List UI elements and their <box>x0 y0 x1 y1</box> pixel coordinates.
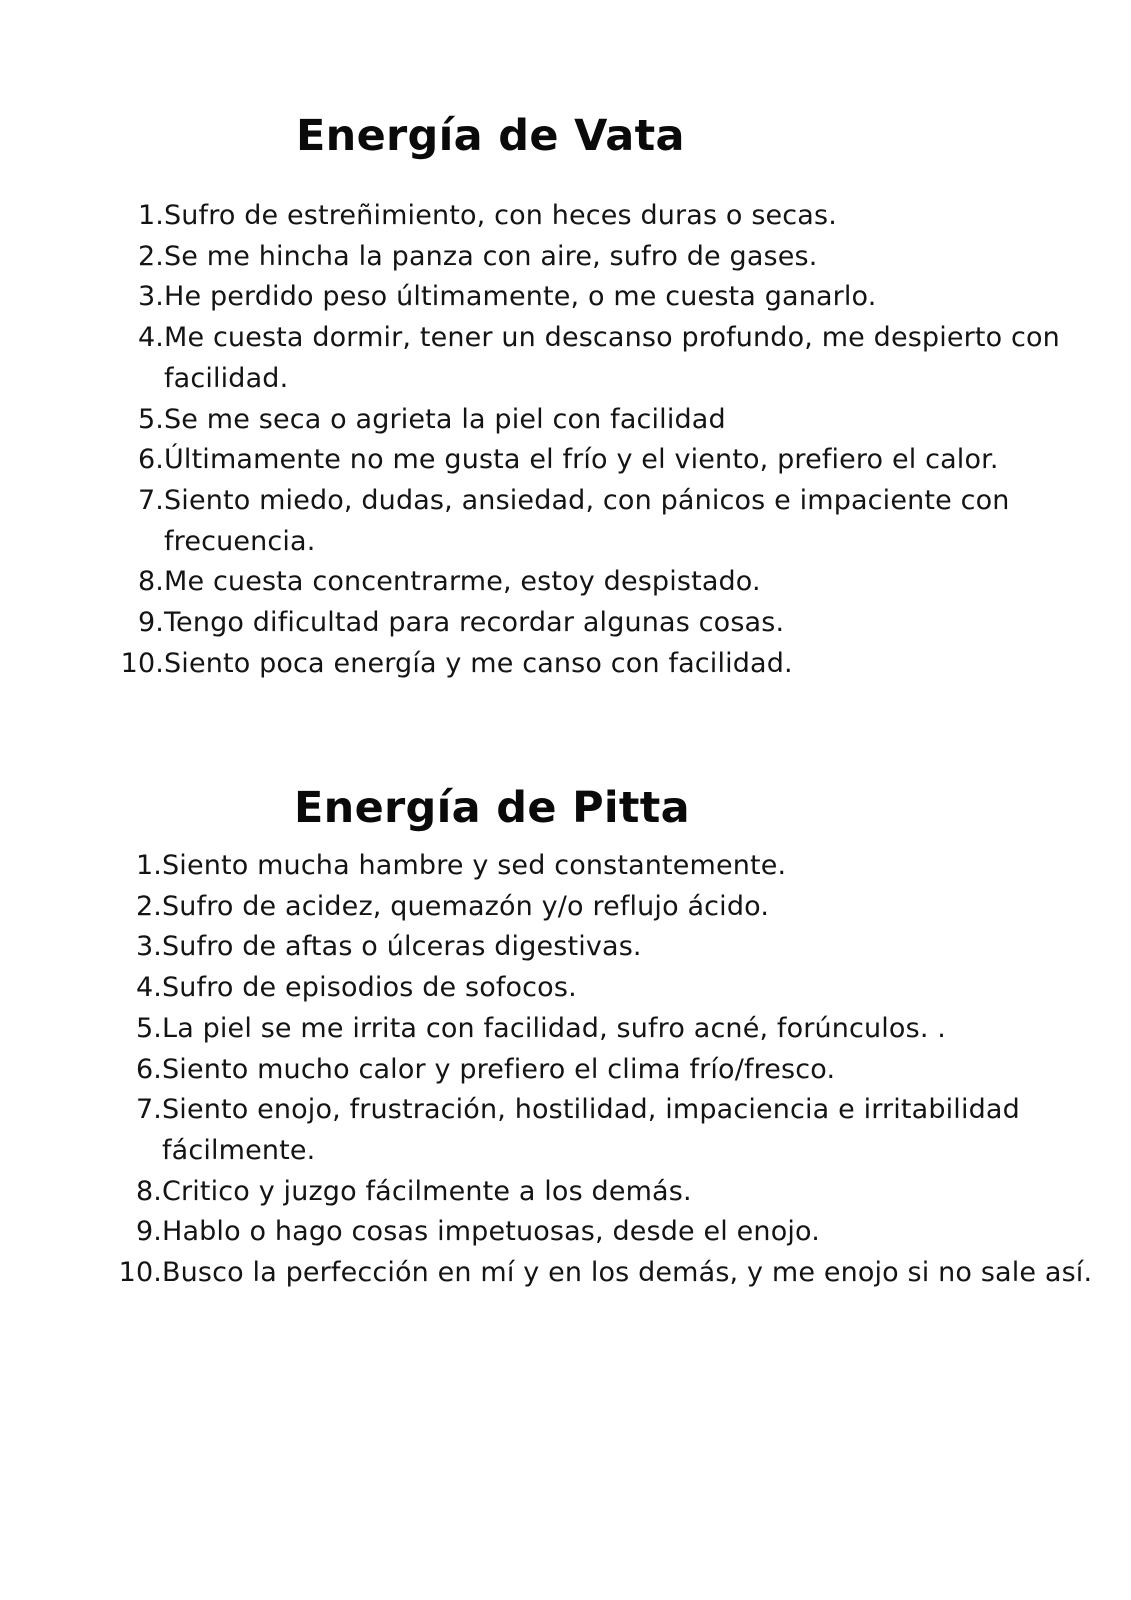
list-item <box>0 1253 1131 1294</box>
item-text: Sufro de estreñimiento, con heces duras o secas. <box>164 200 837 231</box>
item-text: Se me hincha la panza con aire, sufro de gases. <box>164 240 818 272</box>
item-number: 8. <box>135 1175 162 1207</box>
list-item <box>0 1212 1131 1253</box>
item-number: 1. <box>135 850 162 881</box>
item-number: 1. <box>137 200 164 231</box>
item-text: Siento poca energía y me canso con facilidad. <box>164 647 793 679</box>
list-item <box>0 846 1131 887</box>
item-number: 10. <box>120 647 164 679</box>
item-text: Sufro de acidez, quemazón y/o reflujo ácido. <box>162 890 770 922</box>
item-number: 2. <box>135 890 162 922</box>
list-item <box>0 927 1131 968</box>
list-item <box>0 400 1131 441</box>
item-number: 4. <box>137 322 164 354</box>
list-item <box>0 481 1131 562</box>
item-number: 9. <box>135 1216 162 1248</box>
list-item <box>0 887 1131 928</box>
list-item <box>0 1050 1131 1091</box>
item-number: 3. <box>137 281 164 313</box>
item-text: Hablo o hago cosas impetuosas, desde el enojo. <box>162 1216 820 1248</box>
list-item <box>0 237 1131 278</box>
list-item <box>0 968 1131 1009</box>
item-text: Sufro de aftas o úlceras digestivas. <box>162 931 642 963</box>
item-number: 9. <box>137 607 164 639</box>
list-item <box>0 318 1131 399</box>
item-text: Siento mucha hambre y sed constantemente. <box>162 850 787 881</box>
item-text: Me cuesta dormir, tener un descanso profundo, me despierto con facilidad. <box>164 322 1060 394</box>
item-number: 10. <box>118 1257 162 1289</box>
item-text: Siento enojo, frustración, hostilidad, impaciencia e irritabilidad fácilmente. <box>162 1094 1020 1166</box>
list-item <box>0 1009 1131 1050</box>
item-text: Sufro de episodios de sofocos. <box>162 972 577 1004</box>
item-number: 8. <box>137 566 164 598</box>
pitta-list <box>0 846 1131 1294</box>
item-text: Me cuesta concentrarme, estoy despistado. <box>164 566 761 598</box>
item-text: Se me seca o agrieta la piel con facilidad <box>164 403 726 435</box>
pitta-title: Energía de Pitta <box>294 783 690 833</box>
pitta-section <box>0 778 1131 1294</box>
list-item <box>0 440 1131 481</box>
item-number: 5. <box>135 1012 162 1044</box>
item-text: He perdido peso últimamente, o me cuesta ganarlo. <box>164 281 877 313</box>
vata-section <box>0 106 1131 684</box>
vata-title: Energía de Vata <box>296 111 685 161</box>
item-number: 6. <box>135 1053 162 1085</box>
list-item <box>0 277 1131 318</box>
item-text: Tengo dificultad para recordar algunas cosas. <box>164 607 785 639</box>
item-number: 5. <box>137 403 164 435</box>
item-number: 7. <box>135 1094 162 1126</box>
item-number: 3. <box>135 931 162 963</box>
item-text: Busco la perfección en mí y en los demás, y me enojo si no sale así. <box>162 1257 1093 1289</box>
list-item <box>0 1090 1131 1171</box>
item-text: Últimamente no me gusta el frío y el viento, prefiero el calor. <box>164 444 999 476</box>
vata-list <box>0 196 1131 684</box>
list-item <box>0 562 1131 603</box>
list-item <box>0 644 1131 685</box>
item-text: La piel se me irrita con facilidad, sufro acné, forúnculos. . <box>162 1012 947 1044</box>
item-number: 7. <box>137 484 164 516</box>
item-number: 4. <box>135 972 162 1004</box>
item-number: 2. <box>137 240 164 272</box>
list-item <box>0 603 1131 644</box>
list-item <box>0 1172 1131 1213</box>
item-number: 6. <box>137 444 164 476</box>
item-text: Critico y juzgo fácilmente a los demás. <box>162 1175 692 1207</box>
item-text: Siento miedo, dudas, ansiedad, con pánicos e impaciente con frecuencia. <box>164 484 1010 557</box>
list-item <box>0 196 1131 237</box>
item-text: Siento mucho calor y prefiero el clima frío/fresco. <box>162 1053 836 1085</box>
